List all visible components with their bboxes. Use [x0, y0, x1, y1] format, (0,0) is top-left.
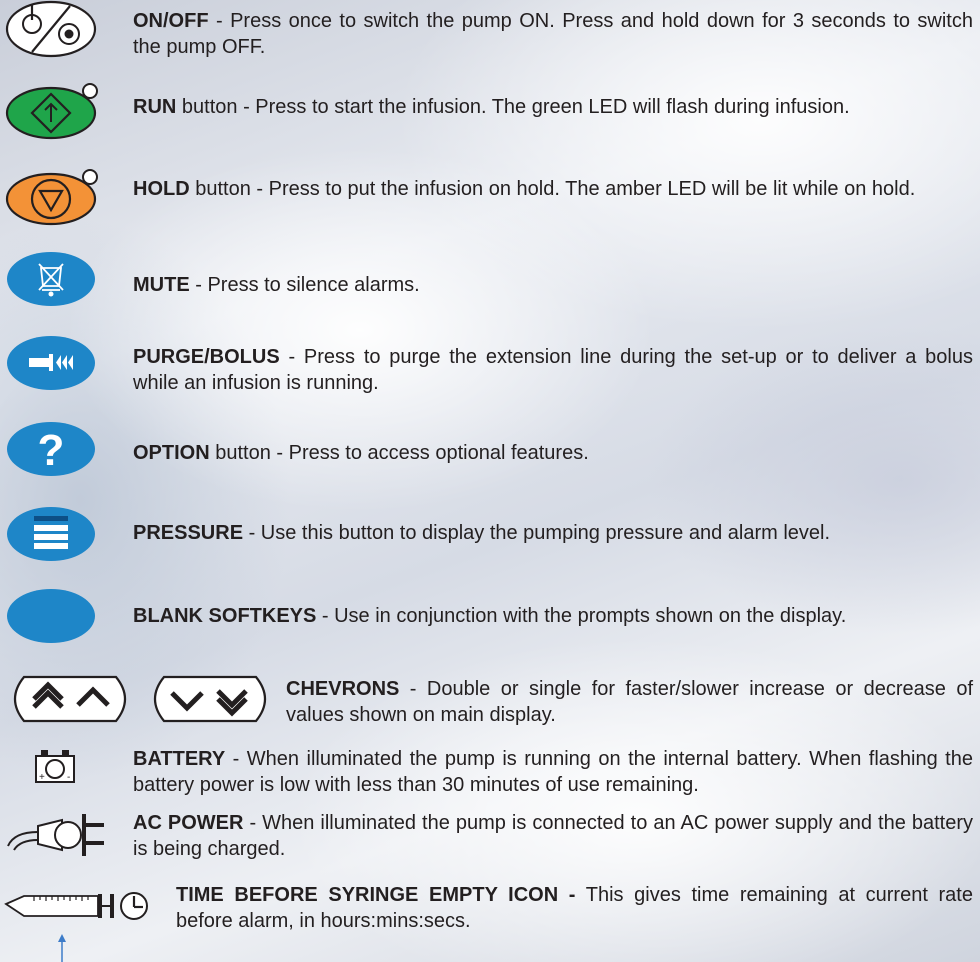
item-description: - When illuminated the pump is running on the internal battery. When flashing the battery power is low with less than 30 minutes of use remaining.: [133, 748, 973, 796]
on-off-icon: [4, 0, 98, 58]
item-term: TIME BEFORE SYRINGE EMPTY ICON -: [176, 884, 576, 906]
pressure-text: [133, 520, 973, 546]
item-description: - Press to purge the extension line during the set-up or to deliver a bolus while an infusion is running.: [133, 346, 973, 394]
item-term: ON/OFF: [133, 10, 209, 32]
blank-softkey-icon: [4, 587, 98, 645]
ac-power-text: [133, 810, 973, 862]
item-description: - When illuminated the pump is connected to an AC power supply and the battery is being charged.: [133, 812, 974, 860]
battery-icon: [34, 746, 78, 786]
item-term: MUTE: [133, 274, 190, 296]
item-term: CHEVRONS: [286, 678, 400, 700]
question-mark-icon: [4, 420, 98, 478]
run-icon: [4, 80, 102, 140]
battery-text: [133, 746, 973, 798]
item-description: - Press once to switch the pump ON. Press and hold down for 3 seconds to switch the pump OFF.: [133, 10, 973, 58]
item-description: This gives time remaining at current rate before alarm, in hours:mins:secs.: [176, 884, 973, 932]
on-off-text: [133, 8, 973, 60]
item-term: AC POWER: [133, 812, 244, 834]
item-description: button - Press to access optional features.: [209, 442, 589, 464]
item-description: - Double or single for faster/slower increase or decrease of values shown on main display.: [286, 678, 973, 726]
mute-icon: [4, 250, 98, 308]
blank-softkeys-text: [133, 603, 973, 629]
ac-power-plug-icon: [4, 810, 116, 860]
time-before-syringe-empty-text: [176, 882, 973, 934]
item-description: button - Press to put the infusion on hold. The amber LED will be lit while on hold.: [189, 178, 916, 200]
item-term: PRESSURE: [133, 522, 244, 544]
chevron-icons: [4, 671, 276, 727]
item-term: HOLD: [133, 178, 190, 200]
item-description: - Use in conjunction with the prompts shown on the display.: [316, 605, 847, 627]
option-text: [133, 440, 973, 466]
svg-text:?: ?: [37, 426, 65, 475]
purge-bolus-icon: [4, 334, 98, 392]
run-text: [133, 94, 973, 120]
item-term: BATTERY: [133, 748, 226, 770]
hold-text: [133, 176, 973, 202]
item-term: OPTION: [133, 442, 210, 464]
syringe-clock-icon: [4, 878, 164, 962]
purge-bolus-text: [133, 344, 973, 396]
item-description: - Use this button to display the pumping pressure and alarm level.: [243, 522, 831, 544]
pressure-icon: [4, 505, 98, 563]
item-description: button - Press to start the infusion. The green LED will flash during infusion.: [176, 96, 850, 118]
svg-text:-: -: [67, 772, 71, 783]
chevrons-text: [286, 676, 973, 728]
hold-icon: [4, 166, 102, 226]
svg-text:+: +: [39, 772, 45, 783]
mute-text: [133, 272, 973, 298]
item-description: - Press to silence alarms.: [189, 274, 420, 296]
item-term: BLANK SOFTKEYS: [133, 605, 317, 627]
item-term: RUN: [133, 96, 177, 118]
item-term: PURGE/BOLUS: [133, 346, 280, 368]
